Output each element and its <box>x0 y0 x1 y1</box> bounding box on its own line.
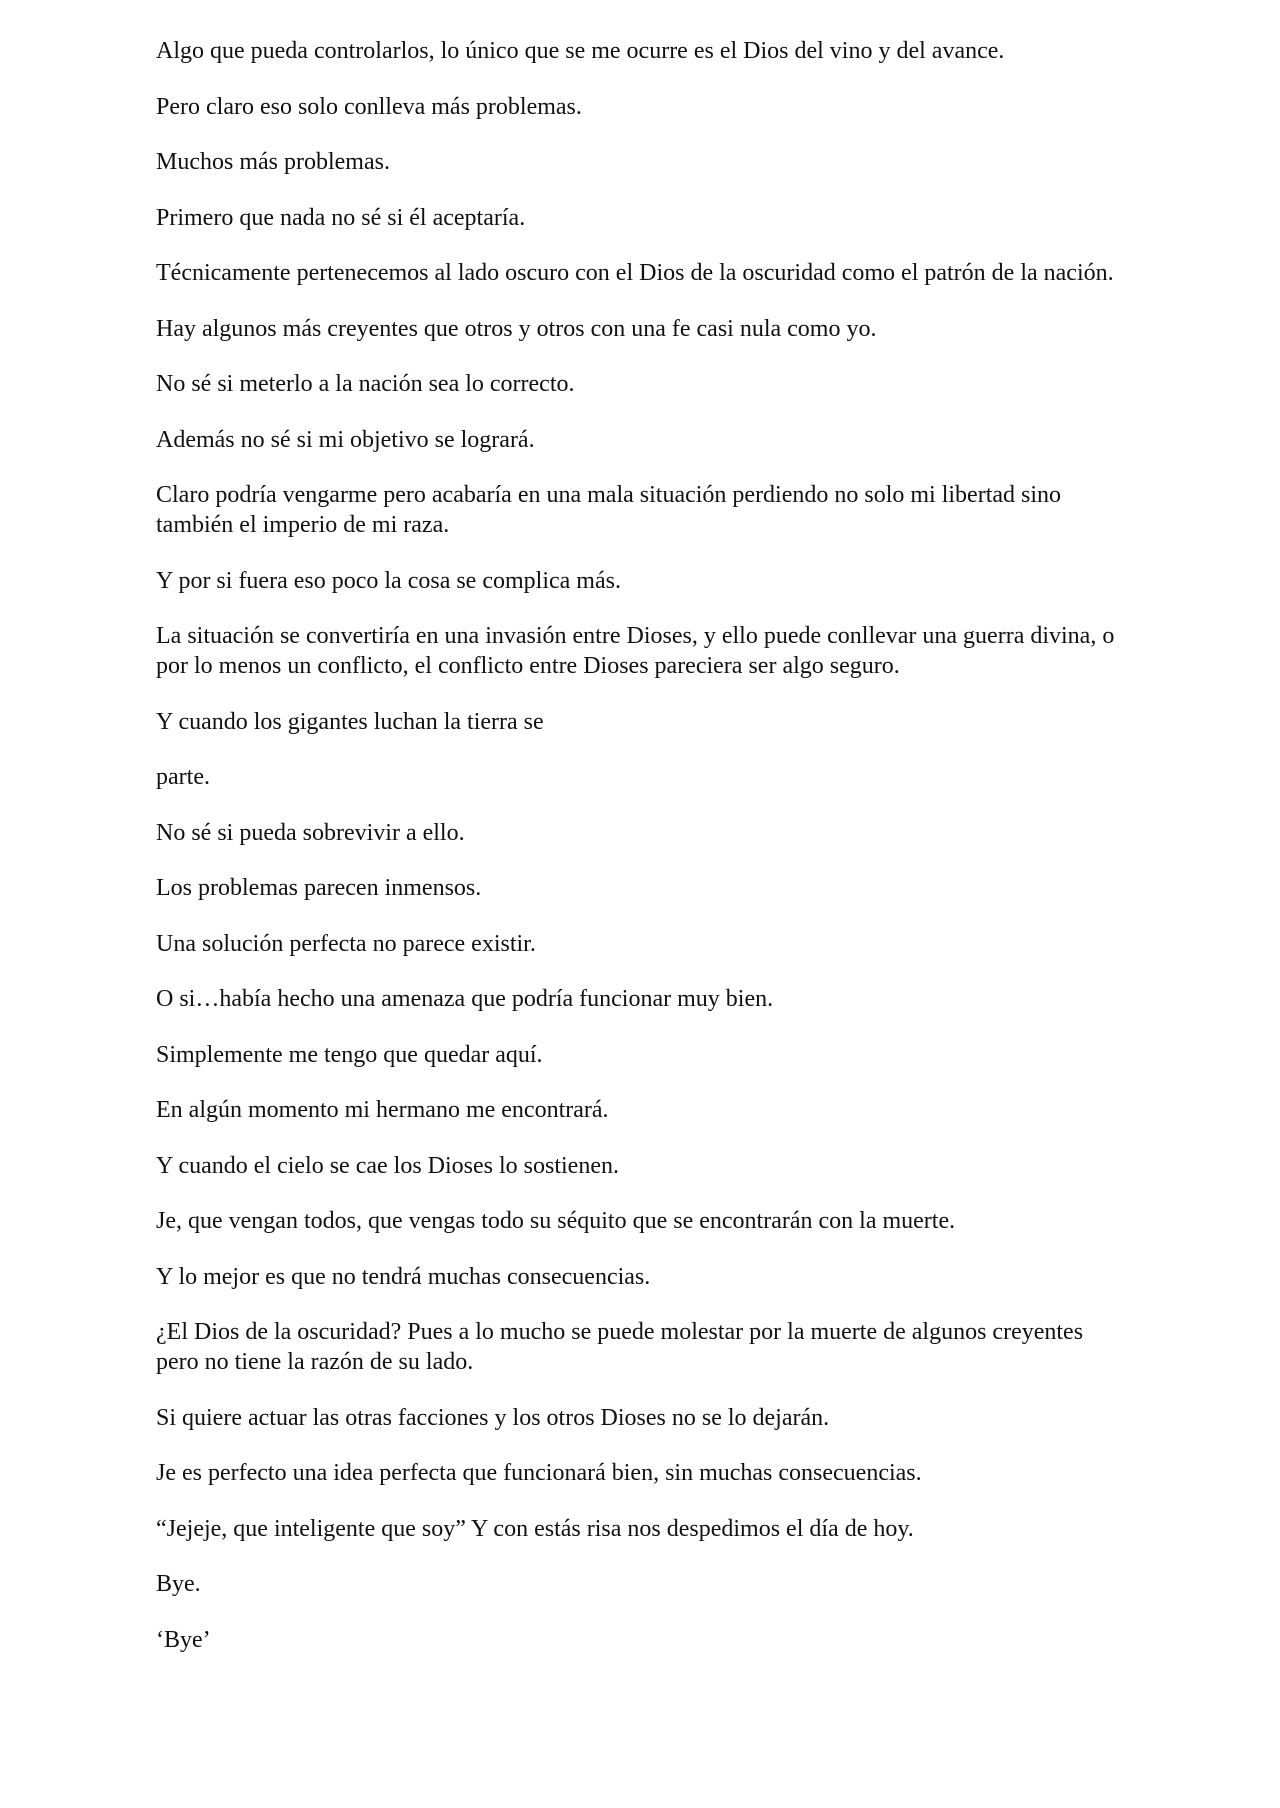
paragraph: No sé si meterlo a la nación sea lo correcto. <box>156 371 575 397</box>
paragraph: Una solución perfecta no parece existir. <box>156 930 536 957</box>
paragraph: Simplemente me tengo que quedar aquí. <box>156 1041 543 1068</box>
paragraph: La situación se convertiría en una invasión entre Dioses, y ello puede conllevar una guerra divina, o por lo menos un conflicto, el conflicto entre Dioses pareciera ser algo seguro. <box>156 623 1115 679</box>
paragraph: ¿El Dios de la oscuridad? Pues a lo mucho se puede molestar por la muerte de algunos creyentes pero no tiene la razón de su lado. <box>156 1319 1084 1375</box>
paragraph: No sé si pueda sobrevivir a ello. <box>156 819 465 846</box>
paragraph: Bye. <box>156 1571 201 1597</box>
paragraph: Primero que nada no sé si él aceptaría. <box>156 204 526 231</box>
paragraph: “Jejeje, que inteligente que soy” Y con estás risa nos despedimos el día de hoy. <box>156 1515 914 1542</box>
paragraph: Pero claro eso solo conlleva más problemas. <box>156 93 582 120</box>
paragraph: En algún momento mi hermano me encontrará. <box>156 1097 609 1123</box>
paragraph: Y cuando los gigantes luchan la tierra se <box>156 708 544 735</box>
paragraph: parte. <box>156 764 210 790</box>
paragraph: Algo que pueda controlarlos, lo único que se me ocurre es el Dios del vino y del avance. <box>156 38 1005 64</box>
paragraph: Los problemas parecen inmensos. <box>156 875 482 901</box>
paragraph: Je es perfecto una idea perfecta que funcionará bien, sin muchas consecuencias. <box>156 1460 922 1486</box>
paragraph: ‘Bye’ <box>156 1626 211 1653</box>
paragraph: Y cuando el cielo se cae los Dioses lo sostienen. <box>156 1152 619 1179</box>
paragraph: Además no sé si mi objetivo se logrará. <box>156 426 535 453</box>
paragraph: Hay algunos más creyentes que otros y otros con una fe casi nula como yo. <box>156 315 877 342</box>
paragraph: Je, que vengan todos, que vengas todo su séquito que se encontrarán con la muerte. <box>156 1208 956 1234</box>
paragraph: Técnicamente pertenecemos al lado oscuro con el Dios de la oscuridad como el patrón de la nación. <box>156 260 1114 286</box>
paragraph: Claro podría vengarme pero acabaría en una mala situación perdiendo no solo mi libertad sino también el imperio de mi raza. <box>156 482 1062 538</box>
document-body <box>156 36 1124 1680</box>
paragraph: O si…había hecho una amenaza que podría funcionar muy bien. <box>156 986 774 1012</box>
paragraph: Muchos más problemas. <box>156 149 390 175</box>
paragraph: Y lo mejor es que no tendrá muchas consecuencias. <box>156 1263 651 1290</box>
paragraph: Si quiere actuar las otras facciones y los otros Dioses no se lo dejarán. <box>156 1404 830 1431</box>
paragraph: Y por si fuera eso poco la cosa se complica más. <box>156 567 621 594</box>
